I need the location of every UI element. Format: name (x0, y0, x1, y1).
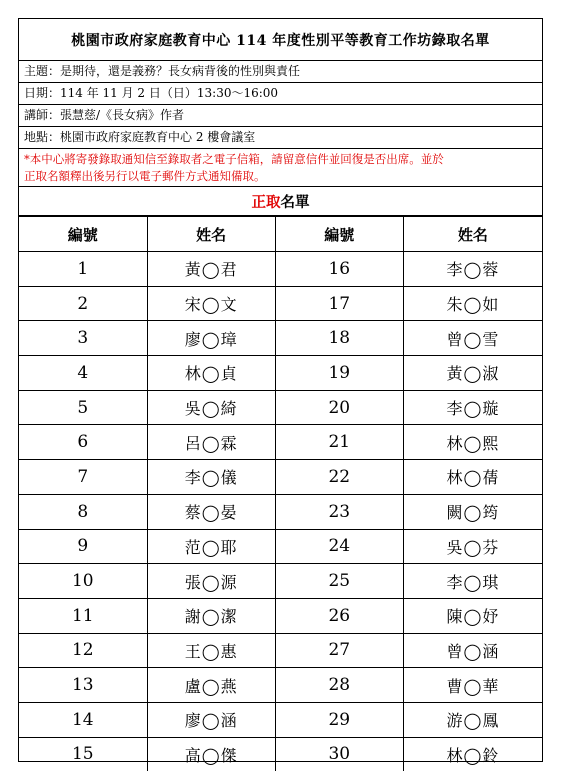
info-speaker: 講師：張慧慈/《長女病》作者 (19, 105, 542, 127)
entry-number: 14 (19, 702, 147, 737)
table-row (19, 529, 542, 564)
header-name-2: 姓名 (403, 217, 542, 252)
entry-name: 林◯熙 (403, 425, 542, 460)
entry-number: 2 (19, 286, 147, 321)
entry-number: 28 (275, 668, 403, 703)
entry-name: 陳◯妤 (403, 598, 542, 633)
table-header-row (19, 217, 542, 252)
entry-name: 林◯貞 (147, 356, 275, 391)
info-location: 地點：桃園市政府家庭教育中心 2 樓會議室 (19, 127, 542, 149)
info-date: 日期：114 年 11 月 2 日（日）13:30～16:00 (19, 83, 542, 105)
entry-name: 黃◯淑 (403, 356, 542, 391)
entry-number: 8 (19, 494, 147, 529)
entry-name: 曹◯華 (403, 668, 542, 703)
section-heading (19, 187, 542, 216)
entry-number: 22 (275, 460, 403, 495)
header-number-2: 編號 (275, 217, 403, 252)
entry-number: 23 (275, 494, 403, 529)
entry-number: 11 (19, 598, 147, 633)
table-row (19, 737, 542, 771)
section-heading-list: 名單 (280, 193, 310, 211)
entry-number: 4 (19, 356, 147, 391)
entry-name: 廖◯璋 (147, 321, 275, 356)
notice-text (19, 149, 542, 187)
header-number-1: 編號 (19, 217, 147, 252)
table-row (19, 286, 542, 321)
entry-number: 26 (275, 598, 403, 633)
entry-number: 16 (275, 252, 403, 287)
entry-name: 王◯惠 (147, 633, 275, 668)
entry-name: 李◯蓉 (403, 252, 542, 287)
entry-name: 蔡◯晏 (147, 494, 275, 529)
entry-number: 20 (275, 390, 403, 425)
entry-number: 9 (19, 529, 147, 564)
entry-name: 廖◯涵 (147, 702, 275, 737)
section-heading-admitted: 正取 (251, 193, 281, 211)
entry-name: 范◯耶 (147, 529, 275, 564)
entry-name: 曾◯雪 (403, 321, 542, 356)
entry-name: 闕◯筠 (403, 494, 542, 529)
entry-number: 24 (275, 529, 403, 564)
table-row (19, 321, 542, 356)
notice-line-2: 正取名額釋出後另行以電子郵件方式通知備取。 (24, 169, 266, 183)
entry-number: 7 (19, 460, 147, 495)
entry-name: 吳◯綺 (147, 390, 275, 425)
entry-name: 李◯璇 (403, 390, 542, 425)
entry-number: 27 (275, 633, 403, 668)
notice-line-1: *本中心將寄發錄取通知信至錄取者之電子信箱，請留意信件並回復是否出席。並於 (24, 152, 444, 166)
entry-number: 18 (275, 321, 403, 356)
entry-name: 呂◯霖 (147, 425, 275, 460)
entry-number: 15 (19, 737, 147, 771)
entry-name: 盧◯燕 (147, 668, 275, 703)
entry-name: 謝◯潔 (147, 598, 275, 633)
entry-name: 李◯琪 (403, 564, 542, 599)
entry-number: 25 (275, 564, 403, 599)
entry-number: 30 (275, 737, 403, 771)
entry-number: 17 (275, 286, 403, 321)
table-row (19, 668, 542, 703)
entry-name: 林◯蒨 (403, 460, 542, 495)
entry-number: 21 (275, 425, 403, 460)
table-row (19, 702, 542, 737)
entry-name: 游◯鳳 (403, 702, 542, 737)
entry-name: 朱◯如 (403, 286, 542, 321)
table-row (19, 598, 542, 633)
entry-name: 吳◯芬 (403, 529, 542, 564)
table-row (19, 633, 542, 668)
entry-number: 13 (19, 668, 147, 703)
entry-number: 3 (19, 321, 147, 356)
table-row (19, 564, 542, 599)
document-title: 桃園市政府家庭教育中心 114 年度性別平等教育工作坊錄取名單 (19, 19, 542, 61)
entry-number: 29 (275, 702, 403, 737)
entry-name: 曾◯涵 (403, 633, 542, 668)
entry-number: 12 (19, 633, 147, 668)
table-row (19, 252, 542, 287)
table-row (19, 425, 542, 460)
entry-name: 李◯儀 (147, 460, 275, 495)
table-row (19, 494, 542, 529)
entry-number: 5 (19, 390, 147, 425)
entry-name: 張◯源 (147, 564, 275, 599)
entry-number: 1 (19, 252, 147, 287)
admission-table (19, 216, 542, 771)
document (18, 18, 543, 765)
info-topic: 主題：是期待，還是義務？長女病背後的性別與責任 (19, 61, 542, 83)
entry-number: 10 (19, 564, 147, 599)
entry-name: 宋◯文 (147, 286, 275, 321)
entry-name: 黃◯君 (147, 252, 275, 287)
table-row (19, 390, 542, 425)
entry-number: 6 (19, 425, 147, 460)
header-name-1: 姓名 (147, 217, 275, 252)
table-row (19, 356, 542, 391)
table-row (19, 460, 542, 495)
entry-name: 林◯鈴 (403, 737, 542, 771)
entry-number: 19 (275, 356, 403, 391)
entry-name: 高◯傑 (147, 737, 275, 771)
